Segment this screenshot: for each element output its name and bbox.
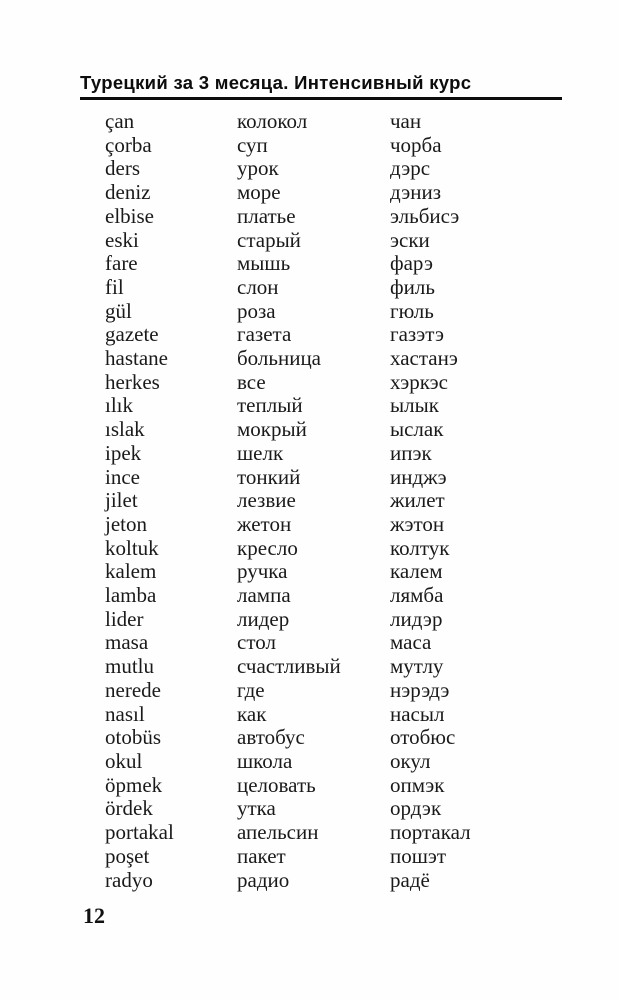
transcription: ылык bbox=[390, 393, 439, 418]
russian-translation: кресло bbox=[237, 535, 298, 560]
russian-translation: мышь bbox=[237, 251, 291, 276]
turkish-word: portakal bbox=[105, 820, 174, 845]
vocab-row bbox=[105, 394, 575, 418]
russian-translation: платье bbox=[237, 203, 296, 228]
transcription: филь bbox=[390, 274, 435, 299]
turkish-word: ılık bbox=[105, 393, 134, 418]
turkish-word: fil bbox=[105, 274, 124, 299]
header-rule bbox=[80, 97, 562, 99]
vocab-row bbox=[105, 679, 575, 703]
transcription: отобюс bbox=[390, 725, 456, 750]
vocab-row bbox=[105, 631, 575, 655]
turkish-word: jilet bbox=[105, 488, 138, 513]
russian-translation: радио bbox=[237, 867, 290, 892]
vocab-row bbox=[105, 537, 575, 561]
turkish-word: lider bbox=[105, 606, 144, 631]
vocab-row bbox=[105, 300, 575, 324]
turkish-word: herkes bbox=[105, 369, 160, 394]
turkish-word: lamba bbox=[105, 583, 157, 608]
vocab-row bbox=[105, 845, 575, 869]
vocab-row bbox=[105, 371, 575, 395]
russian-translation: пакет bbox=[237, 843, 286, 868]
transcription: маса bbox=[390, 630, 432, 655]
vocab-row bbox=[105, 442, 575, 466]
turkish-word: ıslak bbox=[105, 417, 145, 442]
turkish-word: ördek bbox=[105, 796, 153, 821]
russian-translation: море bbox=[237, 180, 281, 205]
russian-translation: газета bbox=[237, 322, 292, 347]
vocab-row bbox=[105, 466, 575, 490]
russian-translation: слон bbox=[237, 274, 279, 299]
transcription: лямба bbox=[390, 583, 444, 608]
running-head bbox=[80, 73, 562, 100]
transcription: радё bbox=[390, 867, 430, 892]
russian-translation: больница bbox=[237, 346, 321, 371]
turkish-word: koltuk bbox=[105, 535, 159, 560]
vocab-row bbox=[105, 869, 575, 893]
russian-translation: все bbox=[237, 369, 266, 394]
transcription: гюль bbox=[390, 298, 434, 323]
turkish-word: hastane bbox=[105, 346, 168, 371]
russian-translation: мокрый bbox=[237, 417, 307, 442]
vocab-row bbox=[105, 347, 575, 371]
turkish-word: ipek bbox=[105, 440, 142, 465]
transcription: ыслак bbox=[390, 417, 444, 442]
transcription: пошэт bbox=[390, 843, 447, 868]
vocab-row bbox=[105, 774, 575, 798]
russian-translation: жетон bbox=[237, 511, 292, 536]
turkish-word: çan bbox=[105, 109, 135, 133]
vocab-row bbox=[105, 229, 575, 253]
turkish-word: gül bbox=[105, 298, 132, 323]
turkish-word: nerede bbox=[105, 677, 161, 702]
russian-translation: лезвие bbox=[237, 488, 296, 513]
transcription: хэркэс bbox=[390, 369, 448, 394]
turkish-word: deniz bbox=[105, 180, 151, 205]
vocab-row bbox=[105, 750, 575, 774]
turkish-word: radyo bbox=[105, 867, 153, 892]
russian-translation: урок bbox=[237, 156, 279, 181]
russian-translation: суп bbox=[237, 132, 268, 157]
transcription: чан bbox=[390, 109, 422, 133]
russian-translation: где bbox=[237, 677, 265, 702]
vocab-row bbox=[105, 821, 575, 845]
russian-translation: шелк bbox=[237, 440, 284, 465]
transcription: нэрэдэ bbox=[390, 677, 450, 702]
transcription: портакал bbox=[390, 820, 471, 845]
vocab-row bbox=[105, 703, 575, 727]
vocab-row bbox=[105, 560, 575, 584]
vocab-row bbox=[105, 584, 575, 608]
turkish-word: mutlu bbox=[105, 654, 155, 679]
russian-translation: школа bbox=[237, 748, 293, 773]
transcription: колтук bbox=[390, 535, 450, 560]
vocab-row bbox=[105, 276, 575, 300]
vocab-row bbox=[105, 513, 575, 537]
transcription: жилет bbox=[390, 488, 445, 513]
vocab-row bbox=[105, 134, 575, 158]
transcription: окул bbox=[390, 748, 431, 773]
turkish-word: nasıl bbox=[105, 701, 145, 726]
vocab-row bbox=[105, 181, 575, 205]
vocab-row bbox=[105, 608, 575, 632]
turkish-word: gazete bbox=[105, 322, 159, 347]
vocab-row bbox=[105, 655, 575, 679]
vocab-row bbox=[105, 110, 575, 134]
russian-translation: теплый bbox=[237, 393, 303, 418]
page-number: 12 bbox=[83, 903, 105, 928]
transcription: хастанэ bbox=[390, 346, 458, 371]
vocab-row bbox=[105, 726, 575, 750]
transcription: мутлу bbox=[390, 654, 444, 679]
turkish-word: masa bbox=[105, 630, 149, 655]
russian-translation: колокол bbox=[237, 109, 308, 133]
vocab-row bbox=[105, 489, 575, 513]
turkish-word: ince bbox=[105, 464, 140, 489]
vocab-row bbox=[105, 205, 575, 229]
turkish-word: jeton bbox=[105, 511, 147, 536]
russian-translation: как bbox=[237, 701, 267, 726]
transcription: чорба bbox=[390, 132, 442, 157]
transcription: дэрс bbox=[390, 156, 431, 181]
russian-translation: автобус bbox=[237, 725, 305, 750]
russian-translation: утка bbox=[237, 796, 276, 821]
russian-translation: счастливый bbox=[237, 654, 341, 679]
transcription: газэтэ bbox=[390, 322, 444, 347]
transcription: калем bbox=[390, 559, 443, 584]
vocab-row bbox=[105, 323, 575, 347]
russian-translation: стол bbox=[237, 630, 276, 655]
transcription: инджэ bbox=[390, 464, 447, 489]
transcription: жэтон bbox=[390, 511, 445, 536]
turkish-word: ders bbox=[105, 156, 140, 181]
page-header-title: Турецкий за 3 месяца. Интенсивный курс bbox=[80, 72, 472, 93]
transcription: фарэ bbox=[390, 251, 433, 276]
turkish-word: poşet bbox=[105, 843, 150, 868]
turkish-word: kalem bbox=[105, 559, 157, 584]
russian-translation: целовать bbox=[237, 772, 316, 797]
turkish-word: öpmek bbox=[105, 772, 163, 797]
transcription: лидэр bbox=[390, 606, 443, 631]
turkish-word: fare bbox=[105, 251, 138, 276]
transcription: дэниз bbox=[390, 180, 441, 205]
transcription: опмэк bbox=[390, 772, 445, 797]
vocab-row bbox=[105, 418, 575, 442]
turkish-word: otobüs bbox=[105, 725, 162, 750]
transcription: ордэк bbox=[390, 796, 442, 821]
vocab-row bbox=[105, 252, 575, 276]
turkish-word: çorba bbox=[105, 132, 152, 157]
transcription: эльбисэ bbox=[390, 203, 460, 228]
turkish-word: okul bbox=[105, 748, 143, 773]
turkish-word: elbise bbox=[105, 203, 154, 228]
turkish-word: eski bbox=[105, 227, 139, 252]
russian-translation: роза bbox=[237, 298, 276, 323]
vocab-row bbox=[105, 157, 575, 181]
transcription: ипэк bbox=[390, 440, 432, 465]
transcription: эски bbox=[390, 227, 430, 252]
russian-translation: тонкий bbox=[237, 464, 301, 489]
transcription: насыл bbox=[390, 701, 445, 726]
russian-translation: ручка bbox=[237, 559, 288, 584]
russian-translation: старый bbox=[237, 227, 301, 252]
russian-translation: лидер bbox=[237, 606, 290, 631]
russian-translation: апельсин bbox=[237, 820, 319, 845]
vocab-row bbox=[105, 797, 575, 821]
vocab-table bbox=[105, 110, 575, 892]
russian-translation: лампа bbox=[237, 583, 291, 608]
